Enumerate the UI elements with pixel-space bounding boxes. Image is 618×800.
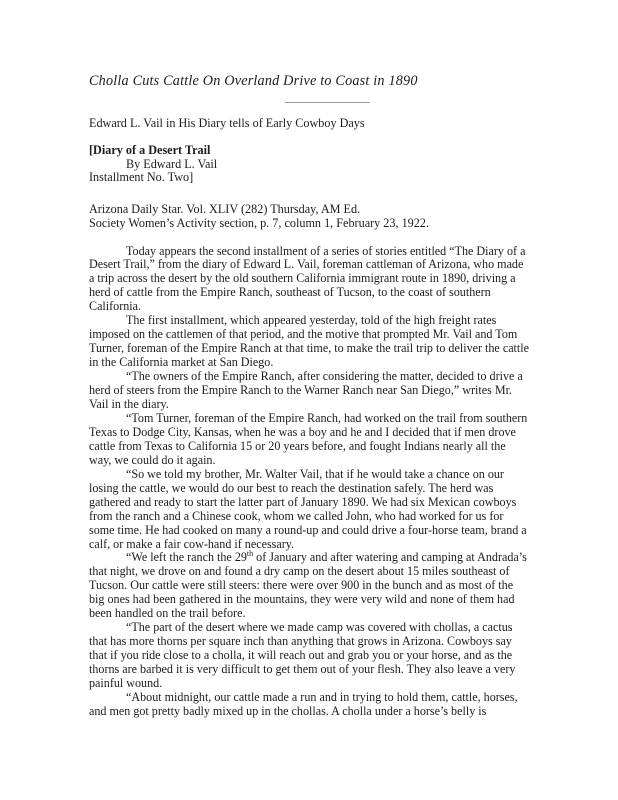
diary-heading-block	[89, 144, 530, 185]
paragraph-7: “The part of the desert where we made camp was covered with chollas, a cactus that has more thorns per square inch than anything that grows in Arizona. Cowboys say that if you ride close to a cholla, it will reach out and grab you or your horse, and as the thorns are barbed it is very difficult to get them out of your flesh. They also leave a very painful wound.	[89, 620, 516, 691]
paragraph-1: Today appears the second installment of a series of stories entitled “The Diary of a Desert Trail,” from the diary of Edward L. Vail, foreman cattleman of Arizona, who made a trip across the desert by the old southern California immigrant route in 1890, driving a herd of cattle from the Empire Ranch, southeast of Tucson, to the coast of southern California.	[89, 243, 526, 314]
source-citation-block	[89, 202, 530, 231]
article-title: Cholla Cuts Cattle On Overland Drive to Coast in 1890	[89, 73, 418, 89]
paragraph-5: “So we told my brother, Mr. Walter Vail, that if he would take a chance on our losing the cattle, we would do our best to reach the destination safely. The herd was gathered and ready to start the latter part of January 1890. We had six Mexican cowboys from the ranch and a Chinese cook, whom we called John, who had worked for us for some time. He had cooked on many a round-up and could drive a four-horse team, brand a calf, or make a fair cow-hand if necessary.	[89, 466, 527, 551]
source-citation-line1: Arizona Daily Star. Vol. XLIV (282) Thursday, AM Ed.	[89, 201, 361, 216]
source-citation-line2: Society Women’s Activity section, p. 7, column 1, February 23, 1922.	[89, 216, 430, 230]
title-divider-rule	[285, 102, 370, 103]
diary-heading-title: [Diary of a Desert Trail	[89, 143, 211, 157]
diary-heading-author: By Edward L. Vail	[126, 156, 218, 171]
paragraph-6	[89, 551, 530, 621]
ordinal-superscript: th	[246, 549, 254, 559]
paragraph-6-text-before: “We left the ranch the 29	[126, 550, 247, 565]
paragraph-6-text-after: of January and after watering and camping at Andrada’s that night, we drove on and found a dry camp on the desert about 15 miles southeast of Tucson. Our cattle were still steers: there were over 900 in the bunch and as most of the big ones had been gathered in the mountains, they were very wild and none of them had been handled on the trail before.	[89, 550, 527, 621]
paragraph-3: “The owners of the Empire Ranch, after considering the matter, decided to drive a herd of steers from the Empire Ranch to the Warner Ranch near San Diego,” writes Mr. Vail in the diary.	[89, 369, 523, 411]
paragraph-8: “About midnight, our cattle made a run and in trying to hold them, cattle, horses, and men got pretty badly mixed up in the chollas. A cholla under a horse’s belly is	[89, 690, 518, 718]
article-byline: Edward L. Vail in His Diary tells of Early Cowboy Days	[89, 116, 365, 130]
paragraph-2: The first installment, which appeared yesterday, told of the high freight rates imposed on the cattlemen of that period, and the motive that prompted Mr. Vail and Tom Turner, foreman of the Empire Ranch at that time, to make the trail trip to deliver the cattle in the California market at San Diego.	[89, 313, 530, 370]
paragraph-4: “Tom Turner, foreman of the Empire Ranch, had worked on the trail from southern Texas to Dodge City, Kansas, when he was a boy and he and I decided that if men drove cattle from Texas to California 15 or 20 years before, and fought Indians nearly all the way, we could do it again.	[89, 410, 528, 467]
article-body	[89, 245, 530, 719]
diary-heading-installment: Installment No. Two]	[89, 170, 194, 184]
